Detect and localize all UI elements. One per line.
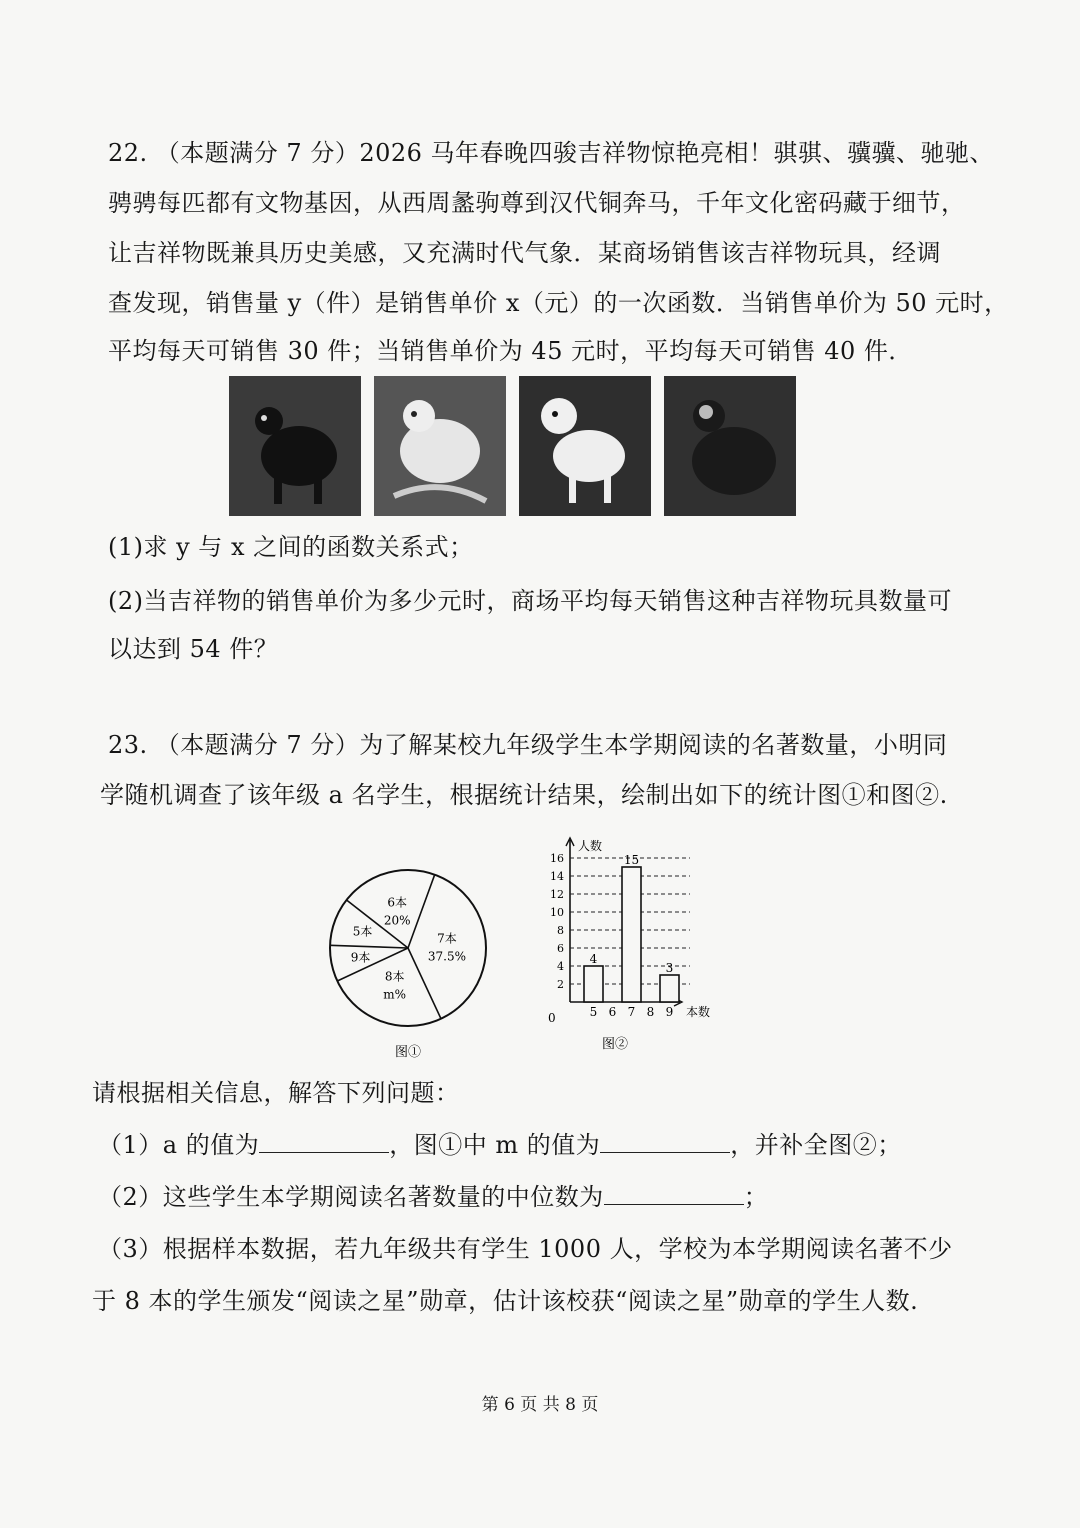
pie-slice-label: 8本: [384, 969, 405, 984]
y-axis-label: 人数: [578, 839, 603, 853]
pie-slice-label: 6本: [387, 895, 408, 910]
q23-part-2-a: （2）这些学生本学期阅读名著数量的中位数为: [98, 1183, 604, 1211]
q23-part-3-line-1: （3）根据样本数据，若九年级共有学生 1000 人，学校为本学期阅读名著不少: [98, 1235, 953, 1263]
q22-line-2: 骋骋每匹都有文物基因，从西周盠驹尊到汉代铜奔马，千年文化密码藏于细节，: [108, 189, 966, 217]
x-axis-label: 本数: [686, 1005, 711, 1019]
mascot-photo-2: [374, 376, 506, 516]
q22-line-5: 平均每天可销售 30 件；当销售单价为 45 元时，平均每天可销售 40 件．: [108, 337, 913, 365]
statistics-charts: [320, 830, 740, 1070]
answer-blank-median[interactable]: [604, 1184, 744, 1205]
pie-slice-label: 7本: [437, 931, 457, 946]
q22-part-2: (2)当吉祥物的销售单价为多少元时，商场平均每天销售这种吉祥物玩具数量可: [108, 587, 952, 615]
q22-line-1: 22. （本题满分 7 分）2026 马年春晚四骏吉祥物惊艳亮相！骐骐、骥骥、驰驰、: [108, 139, 995, 167]
q23-part-1-c: ，并补全图②；: [730, 1131, 902, 1159]
y-tick-label: 6: [557, 942, 564, 955]
x-tick-label: 9: [665, 1005, 674, 1019]
y-tick-label: 16: [550, 852, 564, 865]
y-tick-label: 10: [550, 906, 564, 919]
mascot-photos: [229, 376, 799, 516]
q22-line-3: 让吉祥物既兼具历史美感，又充满时代气象．某商场销售该吉祥物玩具，经调: [108, 239, 941, 267]
bar: [584, 966, 603, 1002]
q22-line-4: 查发现，销售量 y（件）是销售单价 x（元）的一次函数．当销售单价为 50 元时，: [108, 289, 1009, 317]
bar-chart: [548, 838, 710, 1052]
q23-line-1: 23. （本题满分 7 分）为了解某校九年级学生本学期阅读的名著数量，小明同: [108, 731, 948, 759]
q23-line-2: 学随机调查了该年级 a 名学生，根据统计结果，绘制出如下的统计图①和图②.: [100, 781, 948, 809]
pie-chart: [330, 870, 486, 1026]
mascot-photo-3: [519, 376, 651, 516]
bar-caption: 图②: [601, 1037, 629, 1052]
x-tick-label: 6: [608, 1005, 617, 1019]
answer-blank-a[interactable]: [259, 1132, 389, 1153]
bar-data-label: 15: [623, 853, 640, 867]
x-tick-label: 7: [627, 1005, 636, 1019]
pie-slice-value: 20%: [383, 913, 411, 928]
y-tick-label: 2: [557, 978, 564, 991]
y-tick-label: 14: [550, 870, 564, 883]
pie-slice-label: 5本: [352, 924, 373, 939]
q23-part-1: [98, 1128, 902, 1162]
q23-part-3-line-2: 于 8 本的学生颁发“阅读之星”勋章，估计该校获“阅读之星”勋章的学生人数.: [92, 1287, 919, 1315]
q23-part-1-b: ，图①中 m 的值为: [389, 1131, 601, 1159]
y-tick-label: 8: [557, 924, 564, 937]
pie-divider: [330, 945, 408, 948]
y-tick-label: 12: [550, 888, 564, 901]
mascot-photo-4: [664, 376, 796, 516]
pie-caption: 图①: [394, 1045, 422, 1060]
answer-blank-m[interactable]: [600, 1132, 730, 1153]
mascot-photo-1: [229, 376, 361, 516]
x-tick-label: 8: [646, 1005, 655, 1019]
y-tick-label: 4: [557, 960, 564, 973]
pie-slice-value: 37.5%: [427, 949, 467, 964]
q22-part-1: (1)求 y 与 x 之间的函数关系式；: [108, 533, 474, 561]
bar: [660, 975, 679, 1002]
pie-slice-label: 9本: [350, 950, 371, 965]
pie-slice-value: m%: [383, 987, 407, 1002]
q23-part-1-a: （1）a 的值为: [98, 1131, 260, 1159]
q23-intro: 请根据相关信息，解答下列问题：: [92, 1079, 460, 1107]
q23-part-2-b: ；: [743, 1183, 769, 1211]
q23-part-2: [98, 1180, 768, 1214]
q22-part-3: 以达到 54 件？: [108, 635, 279, 663]
pie-divider: [408, 875, 435, 948]
page-footer: 第 6 页 共 8 页: [481, 1395, 599, 1415]
x-tick-label: 5: [589, 1005, 598, 1019]
bar-data-label: 4: [589, 952, 598, 966]
bar: [622, 867, 641, 1002]
bar-data-label: 3: [665, 961, 674, 975]
origin-label: 0: [548, 1011, 556, 1025]
